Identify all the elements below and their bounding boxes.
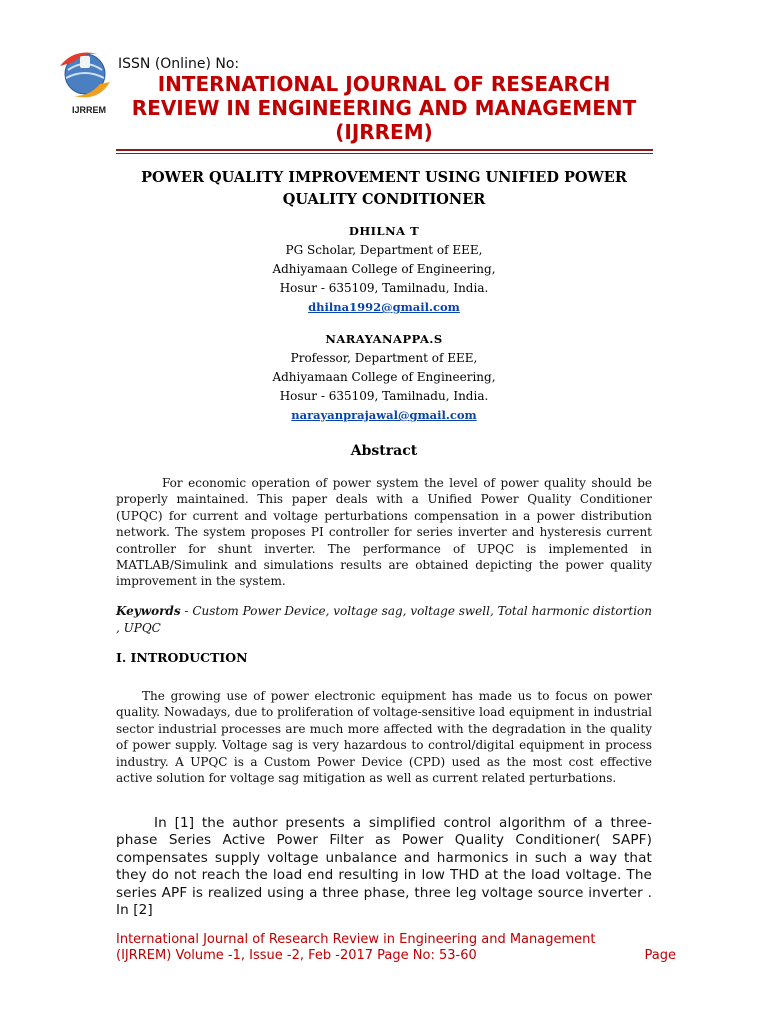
author-address: Hosur - 635109, Tamilnadu, India.: [279, 389, 489, 403]
section-heading: I. INTRODUCTION: [116, 650, 248, 665]
keywords-line: [116, 603, 652, 637]
author-position: PG Scholar, Department of EEE,: [285, 243, 483, 257]
intro-paragraph-1: The growing use of power electronic equipment has made us to focus on power quality. Nowadays, due to proliferation of voltage-sensitive load equipment in industrial sector industrial processes are much more affected with the degradation in the quality of power supply. Voltage sag is very hazardous to control/digital equipment in process industry. A UPQC is a Custom Power Device (CPD) used as the most cost effective active solution for voltage sag mitigation as well as current related perturbations.: [116, 689, 652, 786]
author-block-2: [180, 330, 588, 425]
footer-volume-line: (IJRREM) Volume -1, Issue -2, Feb -2017 Page No: 53-60: [116, 948, 477, 963]
logo-text: IJRREM: [71, 105, 106, 115]
author-name: NARAYANAPPA.S: [325, 332, 443, 346]
page-footer: [116, 932, 676, 964]
footer-page-label: Page: [644, 948, 676, 963]
abstract-heading: Abstract: [350, 443, 418, 459]
keywords-text: - Custom Power Device, voltage sag, voltage swell, Total harmonic distortion , UPQC: [116, 604, 652, 635]
author-position: Professor, Department of EEE,: [290, 351, 478, 365]
footer-journal-line: International Journal of Research Review in Engineering and Management: [116, 932, 596, 947]
author-block-1: [180, 222, 588, 317]
author-name: DHILNA T: [348, 224, 420, 238]
header-rule-thick: [116, 149, 653, 151]
paper-title: POWER QUALITY IMPROVEMENT USING UNIFIED POWER QUALITY CONDITIONER: [141, 169, 627, 208]
author-institution: Adhiyamaan College of Engineering,: [272, 370, 496, 384]
intro-paragraph-2: In [1] the author presents a simplified control algorithm of a three-phase Series Active Power Filter as Power Quality Conditioner( SAPF) compensates supply voltage unbalance and harmonics in such a way that they do not reach the load end resulting in low THD at the load voltage. The series APF is realized using a three phase, three leg voltage source inverter . In [2]: [116, 815, 652, 919]
author-email-link[interactable]: narayanprajawal@gmail.com: [291, 408, 477, 422]
author-institution: Adhiyamaan College of Engineering,: [272, 262, 496, 276]
journal-title: INTERNATIONAL JOURNAL OF RESEARCH REVIEW IN ENGINEERING AND MANAGEMENT (IJRREM): [131, 72, 637, 144]
author-email-link[interactable]: dhilna1992@gmail.com: [308, 300, 460, 314]
author-address: Hosur - 635109, Tamilnadu, India.: [279, 281, 489, 295]
issn-label: ISSN (Online) No:: [118, 56, 240, 72]
header-rule-thin: [116, 153, 653, 154]
abstract-body: For economic operation of power system the level of power quality should be properly maintained. This paper deals with a Unified Power Quality Conditioner (UPQC) for current and voltage perturbations compensation in a power distribution network. The system proposes PI controller for series inverter and hysteresis current controller for shunt inverter. The performance of UPQC is implemented in MATLAB/Simulink and simulations results are obtained depicting the power quality improvement in the system.: [116, 476, 652, 589]
keywords-label: Keywords: [116, 604, 181, 618]
